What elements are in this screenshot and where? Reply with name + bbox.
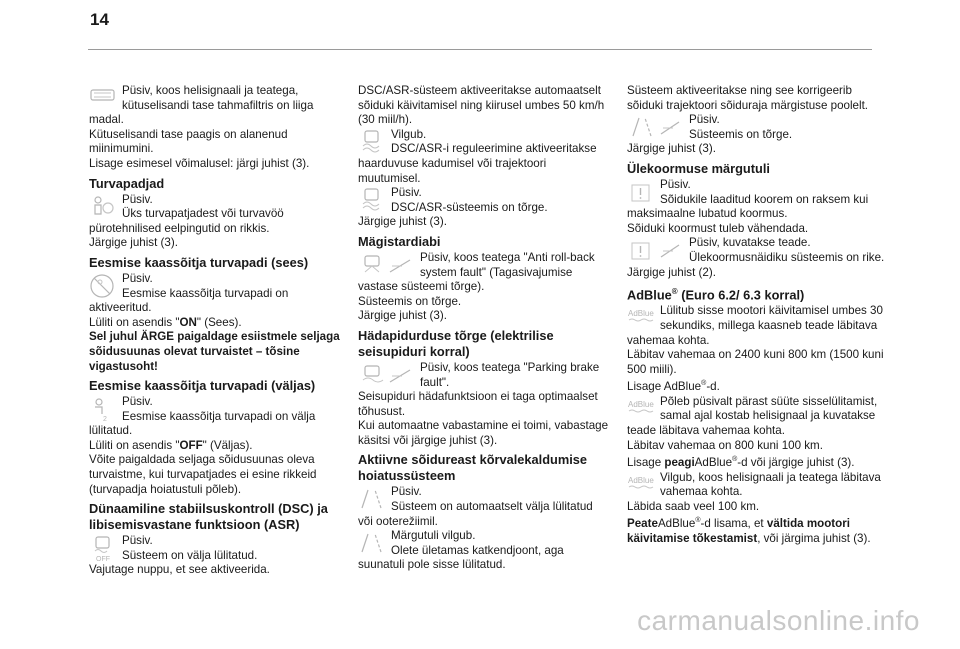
adblue-b-add-text: Lisage	[627, 456, 665, 470]
adblue-b-line-1: Põleb püsivalt pärast süüte sisselülitamist, samal ajal kostab helisignaal ja kuvatakse teade läbitava vahemaa kohta.	[627, 394, 878, 437]
registered-mark: ®	[671, 287, 678, 297]
adblue-heading-suffix: (Euro 6.2/ 6.3 korral)	[677, 287, 805, 303]
adblue-icon-label: AdBlue	[628, 475, 654, 485]
passenger-airbag-on-heading: Eesmise kaassõitja turvapadi (sees)	[89, 254, 309, 270]
epb-line-1: Püsiv, koos teatega "Parking brake fault".	[420, 360, 600, 389]
airbag-warning-icon	[89, 194, 116, 221]
page-number: 14	[90, 10, 109, 29]
adblue-heading	[627, 284, 885, 303]
adblue-entry-b	[627, 395, 885, 471]
adblue-entry-c	[627, 471, 885, 547]
passenger-off-tail: Võite paigaldada seljaga sõidusuunas oleva turvaistme, kui turvapatjades ei esine rikkeid (turvapadja hoiatustuli põleb).	[89, 453, 317, 496]
lane-heading: Aktiivne sõidureast kõrvalekaldumise hoiatussüsteem	[358, 452, 588, 484]
header-rule	[88, 49, 872, 50]
passenger-on-line-2: Eesmise kaassõitja turvapadi on aktiveeritud.	[89, 286, 289, 315]
dsc-intro: DSC/ASR-süsteem aktiveeritakse automaatselt sõiduki käivitamisel ning kiirusel umbes 50 km/h (30 miil/h).	[358, 84, 605, 127]
epb-line-3: Kui automaatne vabastamine ei toimi, vabastage käsitsi või järgige juhist (3).	[358, 419, 609, 447]
adblue-c-line-2: Läbida saab veel 100 km.	[627, 499, 760, 513]
passenger-off-line-2: Eesmise kaassõitja turvapadi on välja lülitatud.	[89, 409, 316, 438]
dsc-blink-line-2: DSC/ASR-i reguleerimine aktiveeritakse haarduvuse kadumisel või trajektoori muutumisel.	[358, 142, 597, 185]
adblue-icon-label: AdBlue	[628, 309, 654, 319]
lane-blink-line-2: Olete ületamas katkendjoont, aga suunatuli pole sisse lülitatud.	[358, 543, 564, 572]
adblue-c-add	[627, 514, 885, 546]
adblue-b-add-bold: peagi	[664, 456, 695, 470]
additive-line-3: Lisage esimesel võimalusel: järgi juhist (3).	[89, 156, 310, 170]
passenger-airbag-off-entry	[89, 395, 341, 497]
dsc-fault-line-1: Püsiv.	[391, 186, 422, 200]
dsc-heading: Dünaamiline stabiilsuskontroll (DSC) ja libisemisvastane funktsioon (ASR)	[89, 501, 328, 533]
adblue-b-add-suffix: -d või järgige juhist (3).	[737, 456, 855, 470]
adblue-c-add-text: -d lisama, et	[700, 517, 767, 531]
dsc-off-entry	[89, 534, 341, 578]
adblue-heading-text: AdBlue	[627, 287, 672, 303]
adblue-c-line-1: Vilgub, koos helisignaali ja teatega läbitava vahemaa kohta.	[660, 470, 881, 499]
switch-value: OFF	[179, 438, 203, 452]
registered-mark: ®	[701, 380, 707, 388]
lane-departure-icon	[358, 486, 385, 513]
passenger-airbag-off-icon	[89, 396, 116, 423]
dsc-blink-line-1: Vilgub.	[391, 127, 427, 141]
hill-line-1: Püsiv, koos teatega "Anti roll-back system fault" (Tagasivajumise vastase süsteemi tõrge).	[358, 250, 595, 294]
overload-heading: Ülekoormuse märgutuli	[627, 160, 770, 176]
lane-off-line-2: Süsteem on automaatselt välja lülitatud või ooterežiimil.	[358, 500, 593, 528]
airbags-line-3: Järgige juhist (3).	[89, 236, 178, 250]
switch-text: Lüliti on asendis "	[89, 438, 180, 452]
adblue-a-add-suffix: -d.	[706, 380, 720, 394]
dsc-fault-icon	[358, 187, 385, 214]
adblue-icon-label: AdBlue	[628, 399, 654, 409]
overload-fault-line-2: Ülekoormusnäidiku süsteemis on rike.	[689, 250, 885, 264]
passenger-airbag-on-icon	[89, 273, 116, 300]
adblue-a-line-2: Läbitav vahemaa on 2400 kuni 800 km (1500 kuni 500 miili).	[627, 348, 884, 376]
passenger-off-switch	[89, 439, 341, 454]
lane-off-line-1: Püsiv.	[391, 485, 422, 499]
adblue-icon	[627, 396, 654, 423]
adblue-icon	[627, 305, 654, 332]
adblue-a-add	[627, 377, 885, 394]
airbags-line-1: Püsiv.	[122, 192, 153, 206]
dsc-off-line-2: Süsteem on välja lülitatud.	[122, 548, 258, 562]
switch-text-end: " (Sees).	[196, 315, 242, 329]
passenger-on-warning: Sel juhul ÄRGE paigaldage esiistmele seljaga sõidusuunas olevat turvaistet – tõsine vigastusoht!	[89, 330, 340, 373]
hill-start-entry	[358, 251, 610, 324]
svg-text:2: 2	[103, 416, 107, 424]
column-1	[89, 84, 341, 578]
overload-line-1: Püsiv.	[660, 177, 691, 191]
adblue-c-add-bold: Peate	[627, 517, 658, 531]
adblue-icon	[627, 472, 654, 499]
dsc-fault-entry	[358, 186, 610, 230]
overload-fault-entry	[627, 236, 885, 280]
additive-line-1: Püsiv, koos helisignaali ja teatega, kütuselisandi tase tahmafiltris on liiga madal.	[89, 84, 314, 127]
passenger-airbag-off-heading: Eesmise kaassõitja turvapadi (väljas)	[89, 378, 316, 394]
hill-start-heading: Mägistardiabi	[358, 233, 441, 249]
additive-line-2: Kütuselisandi tase paagis on alanenud miinimumini.	[89, 127, 288, 156]
adblue-c-add-suffix: , või järgima juhist (3).	[757, 531, 871, 545]
overload-fault-icon	[627, 237, 683, 264]
hill-line-2: Süsteemis on tõrge.	[358, 294, 462, 308]
adblue-b-add	[627, 453, 885, 470]
column-3	[627, 84, 885, 546]
registered-mark: ®	[732, 456, 738, 464]
overload-fault-line-1: Püsiv, kuvatakse teade.	[689, 236, 811, 250]
dsc-off-line-1: Püsiv.	[122, 534, 153, 548]
passenger-off-line-1: Püsiv.	[122, 395, 153, 409]
airbags-line-2: Üks turvapatjadest või turvavöö pürotehnilised eelpingutid on rikkis.	[89, 207, 284, 235]
adblue-b-line-2: Läbitav vahemaa on 800 kuni 100 km.	[627, 438, 823, 452]
switch-text-end: " (Väljas).	[202, 438, 253, 452]
adblue-b-add-mid: AdBlue	[694, 456, 733, 470]
adblue-c-add-mid: AdBlue	[657, 517, 696, 531]
lane-fault-line-2: Süsteemis on tõrge.	[689, 127, 793, 141]
adblue-c-add-bold-2: vältida mootori käivitamise tõkestamist	[627, 517, 850, 545]
lane-fault-entry	[627, 113, 885, 157]
airbags-entry	[89, 193, 341, 251]
parking-brake-icon	[358, 362, 414, 389]
fuel-additive-icon	[89, 85, 116, 112]
lane-blink-line-1: Märgutuli vilgub.	[391, 529, 476, 543]
svg-text:OFF: OFF	[96, 556, 110, 563]
passenger-airbag-on-entry	[89, 272, 341, 374]
overload-line-3: Sõiduki koormust tuleb vähendada.	[627, 221, 809, 235]
epb-heading: Hädapidurduse tõrge (elektrilise seisupiduri korral)	[358, 327, 554, 359]
dsc-off-icon	[89, 535, 116, 562]
registered-mark: ®	[695, 517, 701, 525]
column-2	[358, 84, 610, 573]
epb-line-2: Seisupiduri hädafunktsioon ei taga optimaalset tõhusust.	[358, 390, 598, 418]
overload-entry	[627, 178, 885, 236]
overload-line-2: Sõidukile laaditud koorem on raksem kui maksimaalne lubatud koormus.	[627, 192, 869, 221]
dsc-off-line-3: Vajutage nuppu, et see aktiveerida.	[89, 563, 270, 577]
dsc-icon	[358, 129, 385, 156]
lane-fault-line-1: Püsiv.	[689, 113, 720, 127]
lane-blink-entry	[358, 529, 610, 573]
lane-off-entry	[358, 485, 610, 529]
lane-intro: Süsteem aktiveeritakse ning see korrigeerib sõiduki trajektoori sõiduraja märgistuse poolelt.	[627, 84, 869, 112]
passenger-on-line-1: Püsiv.	[122, 271, 153, 285]
lane-departure-icon	[358, 530, 385, 557]
lane-fault-icon	[627, 114, 683, 141]
dsc-blink-entry	[358, 128, 610, 186]
airbags-heading: Turvapadjad	[89, 175, 165, 191]
watermark: carmanualsonline.info	[637, 605, 920, 636]
overload-fault-line-3: Järgige juhist (2).	[627, 265, 716, 279]
dsc-fault-line-3: Järgige juhist (3).	[358, 215, 447, 229]
hill-start-icon	[358, 252, 414, 279]
adblue-entry-a	[627, 304, 885, 394]
switch-text: Lüliti on asendis "	[89, 315, 180, 329]
dsc-fault-line-2: DSC/ASR-süsteemis on tõrge.	[391, 200, 548, 214]
epb-entry	[358, 361, 610, 449]
lane-fault-line-3: Järgige juhist (3).	[627, 142, 716, 156]
hill-line-3: Järgige juhist (3).	[358, 309, 447, 323]
additive-entry	[89, 84, 341, 172]
passenger-on-switch	[89, 316, 341, 331]
switch-value: ON	[179, 315, 197, 329]
overload-icon	[627, 179, 654, 206]
adblue-a-add-text: Lisage AdBlue	[627, 380, 702, 394]
adblue-a-line-1: Lülitub sisse mootori käivitamisel umbes 30 sekundiks, millega kaasneb teade läbitava vahemaa kohta.	[627, 304, 883, 347]
